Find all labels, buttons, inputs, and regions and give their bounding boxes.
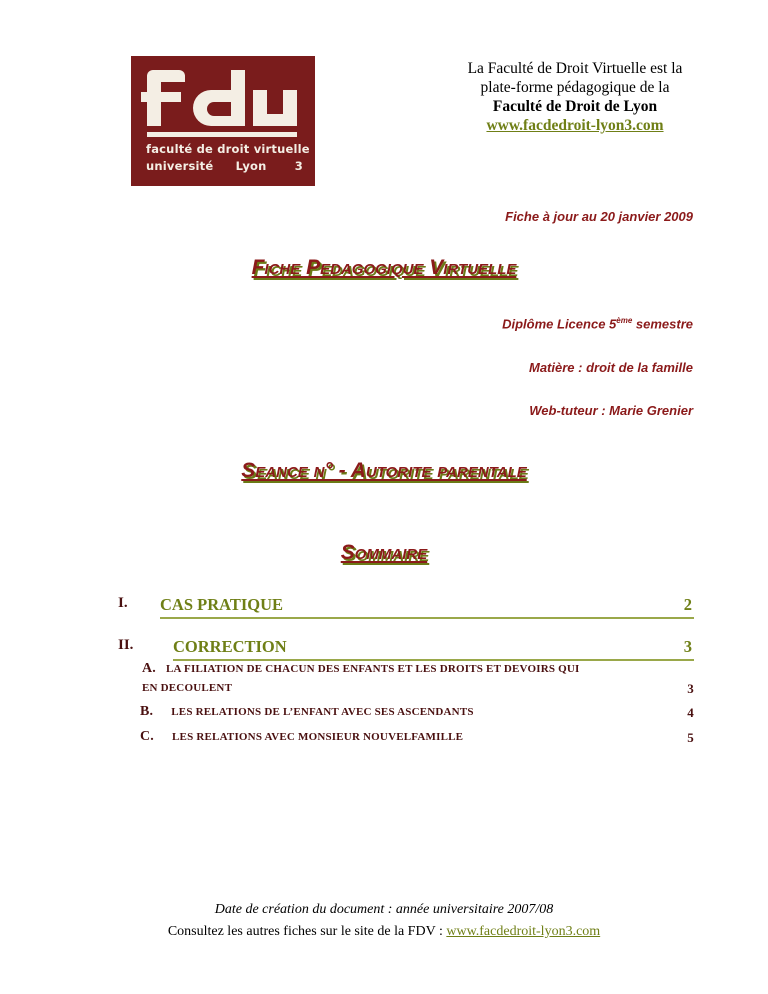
toc-row-2[interactable]	[118, 637, 694, 661]
diploma-line	[502, 316, 693, 331]
update-date: Fiche à jour au 20 janvier 2009	[505, 209, 693, 224]
sub-label: LES RELATIONS AVEC MONSIEUR NOUVELFAMILLE	[172, 731, 464, 743]
header-line1: La Faculté de Droit Virtuelle est la	[467, 60, 683, 77]
sub-letter: A.	[142, 661, 157, 676]
matiere-line: Matière : droit de la famille	[529, 360, 693, 375]
footer-site-link[interactable]: www.facdedroit-lyon3.com	[446, 924, 601, 939]
logo-underline	[147, 132, 297, 137]
sub-page: 3	[687, 681, 694, 696]
toc-label: CAS PRATIQUE	[160, 595, 284, 614]
sub-label: LA FILIATION DE CHACUN DES ENFANTS ET LES DROITS ET DEVOIRS QUI	[166, 663, 580, 675]
seance-title-text: Seance n° - Autorite parentale	[241, 459, 527, 482]
toc-row-1[interactable]	[118, 595, 694, 619]
sub-a-line1	[142, 661, 696, 677]
diploma-sup: ème	[616, 316, 633, 325]
seance-title	[0, 459, 768, 483]
fiche-title-text: Fiche Pedagogique Virtuelle	[251, 256, 517, 279]
sub-letter: B.	[140, 704, 154, 719]
footer-line2: Consultez les autres fiches sur le site de la FDV :	[167, 924, 447, 939]
toc-sub-b[interactable]	[140, 704, 696, 720]
logo-line1: faculté de droit virtuelle	[146, 142, 310, 156]
toc-page: 3	[683, 637, 692, 656]
toc-page: 2	[683, 595, 692, 614]
toc-sub-a[interactable]	[142, 661, 696, 694]
sub-letter: C.	[140, 729, 155, 744]
toc-label: CORRECTION	[173, 637, 287, 656]
fdv-logo	[131, 56, 315, 186]
fiche-title	[0, 256, 768, 280]
logo-v-bottom	[253, 114, 297, 126]
tuteur-line: Web-tuteur : Marie Grenier	[529, 403, 693, 418]
header-block	[430, 59, 720, 135]
sommaire-title	[0, 541, 768, 565]
sub-label: LES RELATIONS DE L’ENFANT AVEC SES ASCENDANTS	[171, 706, 474, 718]
header-line2: plate-forme pédagogique de la	[480, 79, 670, 96]
footer-creation-date	[0, 902, 768, 918]
sub-page: 4	[687, 705, 694, 720]
sub-a-line2: EN DECOULENT	[142, 682, 233, 694]
logo-f-bar	[141, 92, 181, 102]
toc-sub-c[interactable]	[140, 729, 696, 745]
toc-rule	[160, 617, 694, 619]
sub-page: 5	[687, 730, 694, 745]
footer-consult	[0, 924, 768, 940]
logo-universite: université	[146, 159, 214, 173]
diploma-text: Diplôme Licence 5	[502, 316, 617, 332]
logo-three: 3	[294, 159, 303, 173]
diploma-suffix: semestre	[632, 316, 693, 332]
toc-num: I.	[118, 595, 128, 611]
logo-f-top	[147, 70, 185, 82]
footer-line1: Date de création du document : année universitaire 2007/08	[214, 902, 554, 917]
logo-line2	[146, 159, 303, 173]
header-line3: Faculté de Droit de Lyon	[492, 98, 658, 115]
sommaire-title-text: Sommaire	[340, 541, 428, 564]
logo-d-hole	[207, 102, 231, 116]
logo-f-stem	[147, 78, 161, 126]
header-site-link[interactable]: www.facdedroit-lyon3.com	[486, 117, 664, 134]
toc-num: II.	[118, 637, 134, 653]
logo-lyon: Lyon	[235, 159, 267, 173]
